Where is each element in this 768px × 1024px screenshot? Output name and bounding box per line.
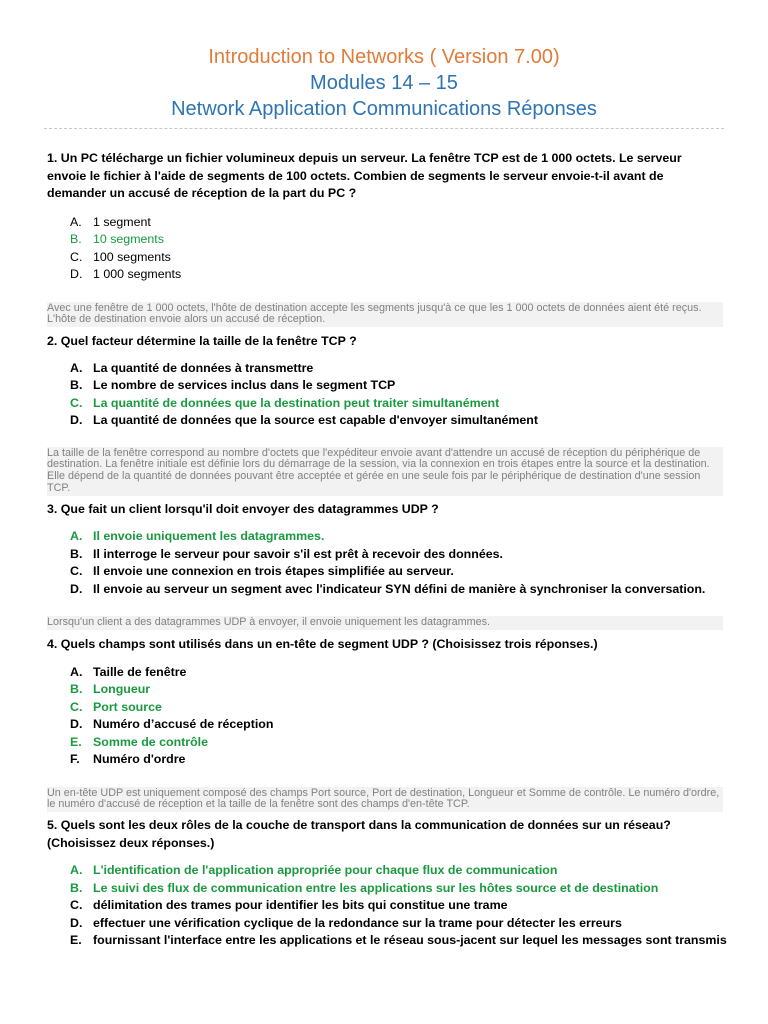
option-4f [47, 751, 723, 769]
question-2: 2. Quel facteur détermine la taille de la fenêtre TCP ? [47, 334, 357, 349]
option-4c-correct [47, 699, 723, 717]
document-header [0, 0, 768, 122]
option-text: fournissant l'interface entre les applications et le réseau sous-jacent sur lequel les messages sont transmis [93, 933, 727, 948]
question-3: 3. Que fait un client lorsqu'il doit envoyer des datagrammes UDP ? [47, 501, 439, 516]
question-1: 1. Un PC télécharge un fichier volumineux depuis un serveur. La fenêtre TCP est de 1 000 octets. Le serveur envoie le fichier à l'aide de segments de 100 octets. Combien de segments le serveur envoie-t-il avant de demander un accusé de réception de la part du PC ? [47, 151, 682, 200]
option-letter: B. [70, 880, 83, 895]
option-letter: E. [70, 933, 82, 948]
option-5a-correct [47, 862, 723, 880]
option-text: 1 segment [93, 214, 151, 229]
option-text: Numéro d'ordre [93, 752, 186, 767]
option-letter: A. [70, 529, 83, 544]
question-5-options [47, 862, 727, 950]
option-letter: E. [70, 734, 82, 749]
option-text: effectuer une vérification cyclique de la redondance sur la trame pour détecter les erreurs [93, 915, 622, 930]
option-1c [47, 249, 723, 267]
option-letter: B. [70, 682, 83, 697]
option-letter: A. [70, 664, 83, 679]
option-text: Le suivi des flux de communication entre les applications sur les hôtes source et de destination [93, 880, 659, 895]
option-text: délimitation des trames pour identifier les bits qui constitue une trame [93, 898, 508, 913]
option-1a [47, 214, 723, 232]
question-4-options [47, 664, 723, 769]
option-letter: C. [70, 699, 83, 714]
option-2c-correct [47, 395, 723, 413]
option-5c [47, 897, 723, 915]
option-text: Port source [93, 699, 162, 714]
question-1-options [47, 214, 723, 284]
option-text: Il envoie une connexion en trois étapes simplifiée au serveur. [93, 564, 454, 579]
option-text: Il envoie au serveur un segment avec l'indicateur SYN défini de manière à synchroniser la conversation. [93, 581, 706, 596]
explanation-2: La taille de la fenêtre correspond au nombre d'octets que l'expéditeur envoie avant d'attendre un accusé de réception du périphérique de destination. La fenêtre initiale est définie lors du démarrage de la session, via la connexion en trois étapes entre la source et la destination. Elle dépend de la quantité de données pouvant être acceptée et gérée en une seule fois par le périphérique de destination d'une session TCP. [47, 447, 723, 496]
option-letter: B. [70, 378, 83, 393]
question-3-options [47, 528, 723, 598]
option-letter: D. [70, 413, 83, 428]
option-letter: C. [70, 395, 83, 410]
option-letter: D. [70, 717, 83, 732]
option-letter: A. [70, 214, 82, 229]
title-line-2: Modules 14 – 15 [310, 72, 458, 94]
option-text: Le nombre de services inclus dans le segment TCP [93, 378, 396, 393]
option-2b [47, 377, 723, 395]
option-3a-correct [47, 528, 723, 546]
option-text: 10 segments [93, 232, 164, 246]
option-4e-correct [47, 734, 723, 752]
option-1d [47, 266, 723, 284]
questions-list [47, 150, 727, 950]
option-text: 100 segments [93, 249, 171, 264]
option-5e [47, 932, 727, 950]
option-3b [47, 546, 723, 564]
option-5b-correct [47, 880, 723, 898]
option-letter: D. [70, 915, 83, 930]
question-2-options [47, 360, 723, 430]
option-letter: D. [70, 267, 83, 281]
option-letter: B. [70, 232, 82, 246]
option-4a [47, 664, 723, 682]
option-letter: C. [70, 564, 83, 579]
option-3d [47, 581, 723, 599]
option-text: La quantité de données à transmettre [93, 360, 314, 375]
option-text: L'identification de l'application appropriée pour chaque flux de communication [93, 863, 558, 878]
option-text: La quantité de données que la destination peut traiter simultanément [93, 395, 500, 410]
option-letter: F. [70, 752, 80, 767]
question-4: 4. Quels champs sont utilisés dans un en-tête de segment UDP ? (Choisissez trois réponses.) [47, 637, 598, 652]
title-line-3: Network Application Communications Réponses [171, 98, 597, 120]
option-text: Longueur [93, 682, 151, 697]
explanation-1: Avec une fenêtre de 1 000 octets, l'hôte de destination accepte les segments jusqu'à ce que les 1 000 octets de données aient été reçus. L'hôte de destination envoie alors un accusé de réception. [47, 302, 723, 328]
option-letter: D. [70, 581, 83, 596]
question-5: 5. Quels sont les deux rôles de la couche de transport dans la communication de données sur un réseau? (Choisissez deux réponses.) [47, 818, 671, 850]
option-letter: C. [70, 249, 83, 264]
explanation-3: Lorsqu'un client a des datagrammes UDP à envoyer, il envoie uniquement les datagrammes. [47, 616, 723, 630]
option-text: Numéro d’accusé de réception [93, 717, 274, 732]
explanation-4: Un en-tête UDP est uniquement composé des champs Port source, Port de destination, Longueur et Somme de contrôle. Le numéro d'ordre, le numéro d'accusé de réception et la taille de la fenêtre sont des champs d'en-tête TCP. [47, 787, 723, 813]
option-3c [47, 563, 723, 581]
option-text: Il envoie uniquement les datagrammes. [93, 529, 325, 544]
option-text: La quantité de données que la source est capable d'envoyer simultanément [93, 413, 539, 428]
option-4b-correct [47, 681, 723, 699]
option-text: Il interroge le serveur pour savoir s'il est prêt à recevoir des données. [93, 546, 503, 561]
option-text: Taille de fenêtre [93, 664, 187, 679]
title-line-1: Introduction to Networks ( Version 7.00) [208, 46, 560, 68]
option-5d [47, 915, 723, 933]
option-2a [47, 360, 723, 378]
option-letter: A. [70, 360, 83, 375]
option-letter: A. [70, 863, 83, 878]
header-divider [44, 128, 724, 129]
option-text: Somme de contrôle [93, 734, 208, 749]
option-letter: B. [70, 546, 83, 561]
option-letter: C. [70, 898, 83, 913]
option-text: 1 000 segments [93, 267, 182, 281]
option-4d [47, 716, 723, 734]
option-2d [47, 412, 723, 430]
option-1b-correct [47, 231, 723, 249]
